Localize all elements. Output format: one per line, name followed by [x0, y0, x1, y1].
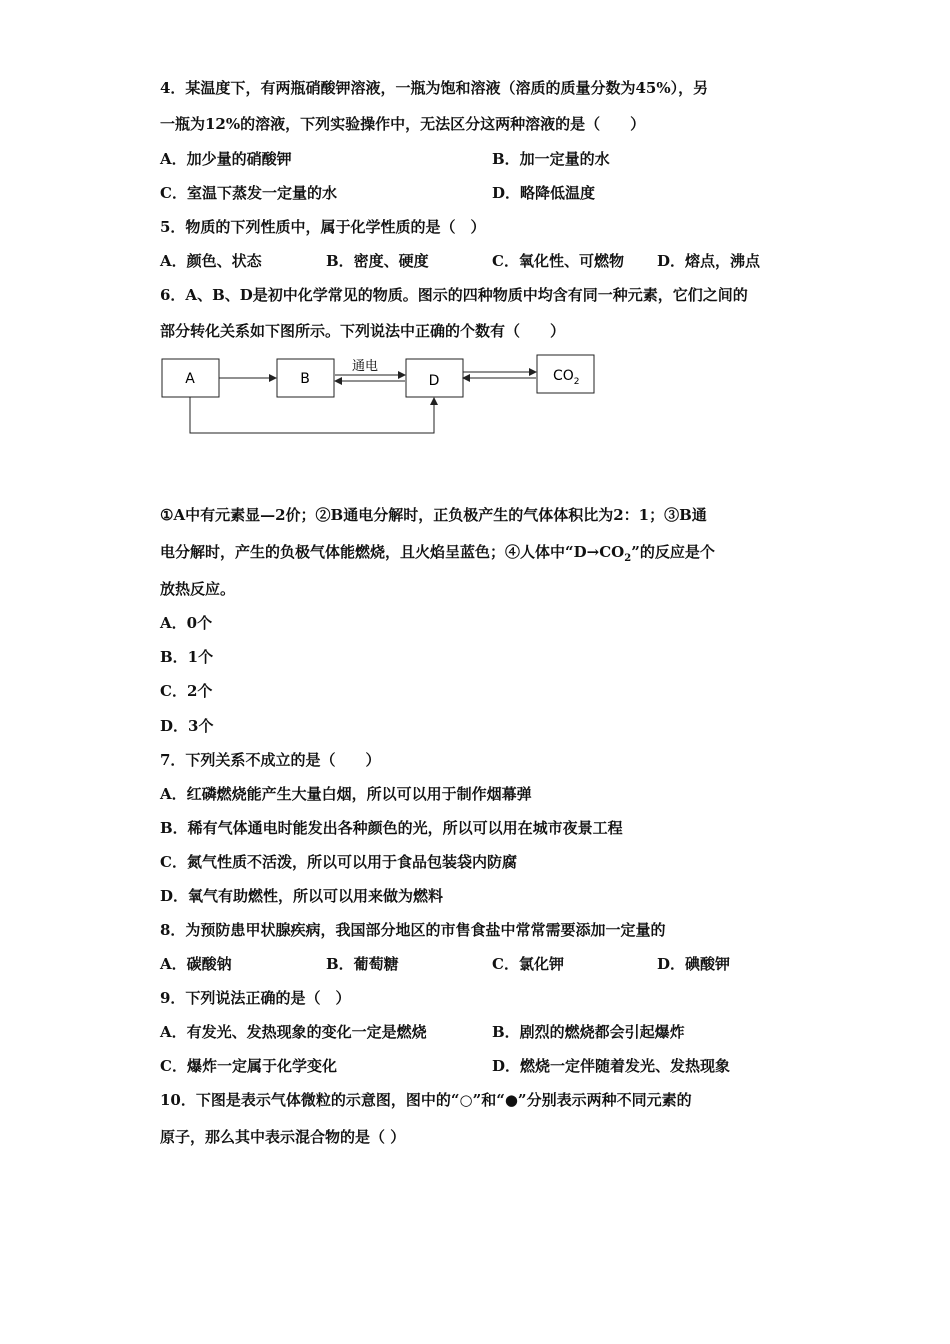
q7-option-c: C．氮气性质不活泼，所以可以用于食品包装袋内防腐 [160, 853, 517, 871]
q6-statement-line2: 电分解时，产生的负极气体能燃烧，且火焰呈蓝色；④人体中“$D\to CO_2$”的反应是个 [160, 543, 715, 564]
q6-transformation-diagram [150, 345, 610, 445]
box-b-label: B [300, 371, 310, 387]
q9-option-d: D．燃烧一定伴随着发光、发热现象 [492, 1057, 731, 1075]
box-a-label: A [185, 371, 195, 387]
q8-stem: 8．为预防患甲状腺疾病，我国部分地区的市售食盐中常常需要添加一定量的 [160, 921, 666, 939]
q6-option-b: B．1个 [160, 648, 214, 666]
q7-option-d: D．氧气有助燃性，所以可以用来做为燃料 [160, 887, 444, 905]
q7-stem: 7．下列关系不成立的是（ ） [160, 751, 381, 769]
q5-stem: 5．物质的下列性质中，属于化学性质的是（ ） [160, 218, 486, 236]
q7-option-b: B．稀有气体通电时能发出各种颜色的光，所以可以用在城市夜景工程 [160, 819, 623, 837]
q5-option-d: D．熔点，沸点 [657, 252, 761, 270]
q4-option-c: C．室温下蒸发一定量的水 [160, 184, 337, 202]
q8-option-a: A．碳酸钠 [160, 955, 232, 973]
box-co2-label: $CO_2$ [553, 368, 580, 387]
q6-statement-line3: 放热反应。 [160, 580, 236, 598]
q9-option-c: C．爆炸一定属于化学变化 [160, 1057, 337, 1075]
q9-option-b: B．剧烈的燃烧都会引起爆炸 [492, 1023, 685, 1041]
q4-option-a: A．加少量的硝酸钾 [160, 150, 292, 168]
arrow-a-to-d [190, 397, 434, 433]
q6-option-a: A．0个 [160, 614, 213, 632]
q9-stem: 9．下列说法正确的是（ ） [160, 989, 351, 1007]
q10-stem-line1: 10．下图是表示气体微粒的示意图，图中的“○”和“●”分别表示两种不同元素的 [160, 1091, 692, 1109]
box-d-label: D [428, 373, 440, 389]
q6-stem-line2: 部分转化关系如下图所示。下列说法中正确的个数有（ ） [160, 322, 566, 340]
q8-option-b: B．葡萄糖 [326, 955, 399, 973]
electrolysis-label: 通电 [351, 359, 379, 374]
q5-option-b: B．密度、硬度 [326, 252, 429, 270]
q5-option-c: C．氧化性、可燃物 [492, 252, 624, 270]
q4-option-d: D．略降低温度 [492, 184, 596, 202]
q6-option-c: C．2个 [160, 682, 213, 700]
q4-option-b: B．加一定量的水 [492, 150, 610, 168]
q4-stem-line1: 4．某温度下，有两瓶硝酸钾溶液，一瓶为饱和溶液（溶质的质量分数为45%），另 [160, 79, 709, 97]
q6-stem-line1: 6．A、B、D是初中化学常见的物质。图示的四种物质中均含有同一种元素，它们之间的 [160, 286, 748, 304]
q7-option-a: A．红磷燃烧能产生大量白烟，所以可以用于制作烟幕弹 [160, 785, 532, 803]
q6-statement-line1: ①A中有元素显—2价；②B通电分解时，正负极产生的气体体积比为2：1；③B通 [160, 506, 707, 524]
q10-stem-line2: 原子，那么其中表示混合物的是（ ） [160, 1128, 406, 1146]
q5-option-a: A．颜色、状态 [160, 252, 262, 270]
q4-stem-line2: 一瓶为12%的溶液，下列实验操作中，无法区分这两种溶液的是（ ） [160, 115, 646, 133]
q8-option-d: D．碘酸钾 [657, 955, 731, 973]
q6-option-d: D．3个 [160, 717, 214, 735]
q8-option-c: C．氯化钾 [492, 955, 564, 973]
q9-option-a: A．有发光、发热现象的变化一定是燃烧 [160, 1023, 427, 1041]
